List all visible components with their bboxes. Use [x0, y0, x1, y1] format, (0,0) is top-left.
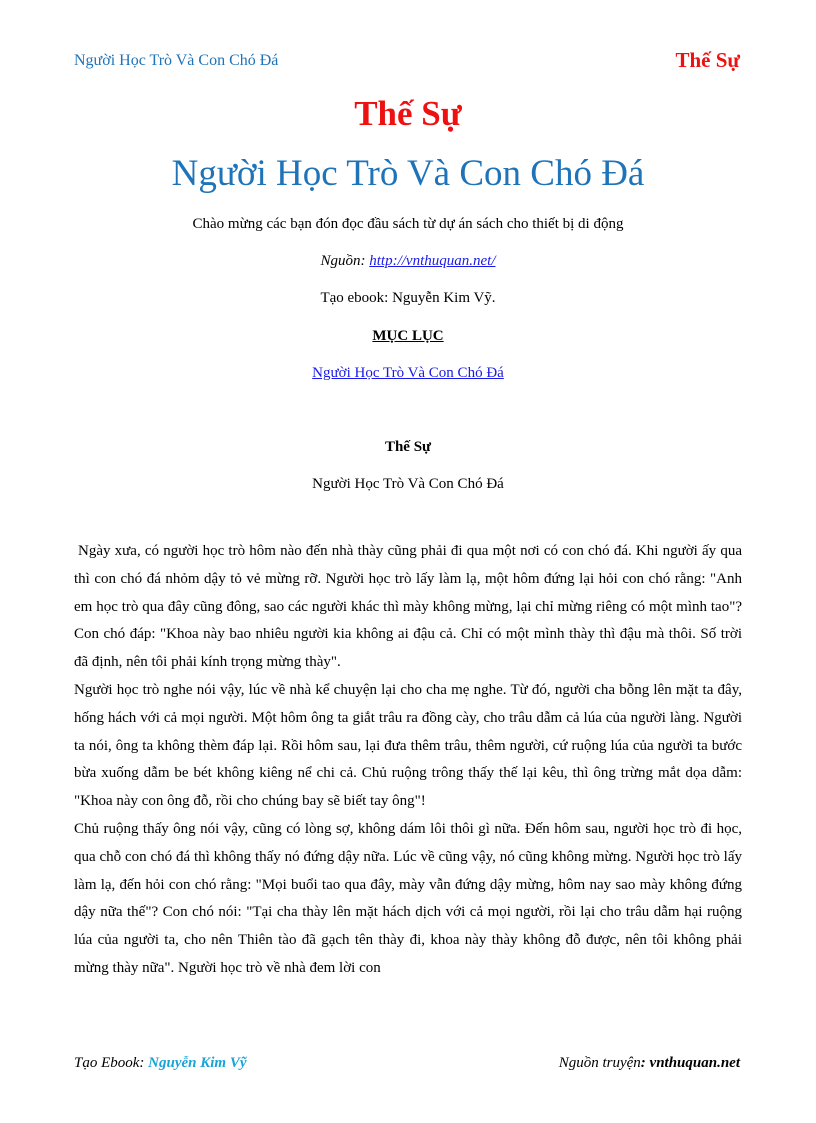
story-body: [74, 538, 742, 983]
toc-item-link[interactable]: Người Học Trò Và Con Chó Đá: [312, 365, 504, 381]
footer-ebook-credit: [74, 1055, 247, 1072]
ebook-credit: Tạo ebook: Nguyễn Kim Vỹ.: [320, 290, 496, 306]
footer-ebook-name: Nguyễn Kim Vỹ: [148, 1055, 247, 1071]
story-paragraph: Chủ ruộng thấy ông nói vậy, cũng có lòng sợ, không dám lôi thôi gì nữa. Đến hôm sau, người học trò đi học, qua chỗ con chó đá thì không thấy nó đứng dậy nữa. Lúc về cũng vậy, nó cũng không mừng. Người học trò lấy làm lạ, đến hỏi con chó rằng: "Mọi buổi tao qua đây, mày vẫn đứng dậy mừng, hôm nay sao mày không đứng dậy nữa thế"? Con chó nói: "Tại cha thày lên mặt hách dịch với cả mọi người, rồi lại cho trâu dẫm hại ruộng lúa của người ta, cho nên Thiên tào đã gạch tên thày đi, khoa này thày không đỗ được, nên tôi không phải mừng thày nữa". Người học trò về nhà đem lời con: [74, 820, 742, 976]
source-label: Nguồn:: [320, 253, 370, 269]
welcome-text: Chào mừng các bạn đón đọc đầu sách từ dự án sách cho thiết bị di động: [192, 216, 624, 232]
source-line: [0, 253, 816, 270]
story-title: Người Học Trò Và Con Chó Đá: [312, 476, 504, 492]
story-author: Thế Sự: [384, 439, 432, 455]
footer-source-site: vnthuquan.net: [649, 1055, 740, 1071]
header-author: Thế Sự: [675, 48, 740, 72]
story-paragraph: Người học trò nghe nói vậy, lúc về nhà kể chuyện lại cho cha mẹ nghe. Từ đó, người cha bỗng lên mặt ta đây, hống hách với cả mọi người. Một hôm ông ta giắt trâu ra đồng cày, cho trâu dẫm cả lúa của người làng. Người ta nói, ông ta không thèm đáp lại. Rồi hôm sau, lại đưa thêm trâu, thêm người, cứ ruộng lúa của người ta bước bừa xuống dẫm be bét không kiêng nể chi cả. Chủ ruộng trông thấy thế lại kêu, thì ông trừng mắt dọa dẫm: "Khoa này con ông đỗ, rồi cho chúng bay sẽ biết tay ông"!: [74, 681, 742, 810]
page-title: Người Học Trò Và Con Chó Đá: [171, 153, 645, 194]
toc-heading: MỤC LỤC: [372, 328, 444, 344]
page-footer: [74, 1055, 740, 1077]
footer-source-colon: :: [640, 1055, 650, 1071]
footer-source-credit: [559, 1055, 740, 1072]
header-story-title: Người Học Trò Và Con Chó Đá: [74, 52, 279, 69]
footer-ebook-label: Tạo Ebook: [74, 1055, 140, 1071]
story-paragraph: Ngày xưa, có người học trò hôm nào đến nhà thày cũng phải đi qua một nơi có con chó đá. Khi người ấy qua thì con chó đá nhỏm dậy tỏ vẻ mừng rỡ. Người học trò lấy làm lạ, một hôm đứng lại hỏi con chó rằng: "Anh em học trò qua đây cũng đông, sao các người khác thì mày không mừng, lại chỉ mừng riêng có một mình tao"? Con chó đáp: "Khoa này bao nhiêu người kia không ai đậu cả. Chỉ có một mình thày thì đậu mà thôi. Số trời đã định, nên tôi phải kính trọng mừng thày".: [74, 543, 742, 671]
page-header: [74, 48, 740, 78]
source-link[interactable]: http://vnthuquan.net/: [369, 253, 496, 269]
title-author: Thế Sự: [354, 94, 462, 133]
footer-ebook-colon: :: [139, 1055, 149, 1071]
footer-source-label: Nguồn truyện: [558, 1055, 641, 1071]
